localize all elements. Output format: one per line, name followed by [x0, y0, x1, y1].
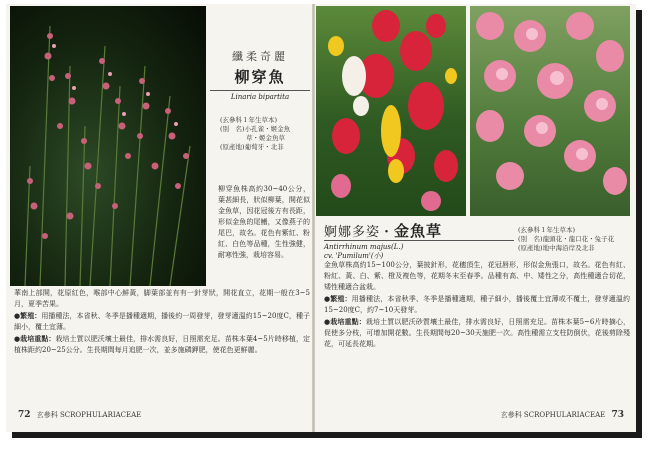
right-body	[324, 260, 630, 350]
left-meta	[220, 116, 310, 152]
meta-line: (玄參科１年生草本)	[518, 226, 576, 234]
bullet-item	[14, 310, 310, 333]
left-body-intro: 柳穿魚株高約30~40公分，葉甚細長，狀似柳葉，開花似金魚草，因花冠後方有長距，形似金魚的尾鰭，又像燕子的尾巴，故名。花色有紫紅、粉紅、白色等品種，生性強健，耐寒性強，栽培容易。	[218, 185, 310, 259]
left-body-continued	[14, 288, 310, 356]
left-subtitle: 纖柔奇麗	[232, 50, 288, 63]
bullet-mark: ●繁殖：	[324, 294, 352, 303]
right-footer	[501, 410, 628, 420]
paragraph: 金魚草株高約15~100公分，葉披針形，花穗頂生，花冠唇形，形似金魚張口，故名。花色有紅、粉紅、黃、白、紫、橙及複色等，花期冬末至春季。品種有高、中、矮性之分，高性種適合切花，矮性種適合盆栽。	[324, 261, 630, 291]
right-title-main: 金魚草	[394, 222, 443, 240]
paragraph: 華南上部開，花原紅色，喉部中心鮮黃，脚葉部並有有一針芽狀，開花直立，花期一般在3~5月，夏季苦果。	[14, 289, 310, 308]
right-page-number: 73	[611, 410, 624, 420]
book-spread	[6, 4, 636, 432]
bullet-text: 栽培土質以肥沃壤土最佳，排水需良好，日照需充足。苗株本葉4~5片時移植，定植株距約20~25公分。生長期間每月追肥一次，並多施磷鉀肥，使花色更鮮麗。	[14, 335, 311, 354]
bullet-mark: ●繁殖：	[14, 311, 42, 320]
bullet-mark: ●栽培重點：	[14, 334, 56, 343]
bullet-mark: ●栽培重點：	[324, 317, 366, 326]
meta-line: (別 名)龍頭花・龍口花・兔子花	[518, 235, 615, 243]
right-meta	[518, 226, 630, 253]
left-latin-name: Linaria bipartita	[210, 90, 310, 101]
meta-line: (玄參科１年生草本)	[220, 116, 278, 124]
meta-line: (原產地)葡萄牙・北非	[220, 143, 284, 151]
latin-line: Antirrhinum majus(L.)	[324, 243, 404, 251]
left-footer	[14, 410, 141, 420]
snapdragon-mixed-photo	[316, 6, 466, 216]
left-title-block	[210, 48, 310, 101]
bullet-text: 用播種法，本省秋季、冬季是播種適期，種子細小，播後覆土宜薄或不覆土，發芽適溫約15~20度C，約7~10天發芽。	[324, 295, 631, 314]
left-footer-text: 玄參科 SCROPHULARIACEAE	[36, 411, 142, 419]
meta-line: (原產地)地中海沿岸及北非	[518, 244, 595, 252]
left-title: 柳穿魚	[234, 68, 286, 86]
bullet-item	[324, 293, 630, 316]
latin-line: cv. 'Pumilum'(小)	[324, 252, 384, 260]
bullet-text: 用播種法，本省秋、冬季是播種適期，播後約一周發芽，發芽適溫約15~20度C，種子細小，覆土宜薄。	[14, 312, 311, 331]
right-latin-name	[324, 240, 514, 261]
snapdragon-pink-photo	[470, 6, 630, 216]
left-page-number: 72	[18, 410, 31, 420]
bullet-item	[324, 316, 630, 350]
bullet-text: 栽培土質以肥沃砂質壤土最佳，排水需良好，日照需充足。苗株本葉5~6片時摘心，促使多分枝，可增加開花數。生長期間每20~30天施肥一次。高性種需立支柱防倒伏，花後剪除殘花，可延長花期。	[324, 318, 630, 348]
bullet-item	[14, 333, 310, 356]
right-footer-text: 玄參科 SCROPHULARIACEAE	[500, 411, 606, 419]
right-title-prefix: 婀娜多姿・	[324, 225, 395, 240]
linaria-photo	[10, 6, 206, 286]
meta-line: (別 名)小孔雀・姬金魚	[220, 125, 291, 133]
meta-line: 草・姬金魚草	[220, 134, 285, 142]
book-gutter	[312, 4, 315, 432]
right-title	[324, 220, 514, 241]
